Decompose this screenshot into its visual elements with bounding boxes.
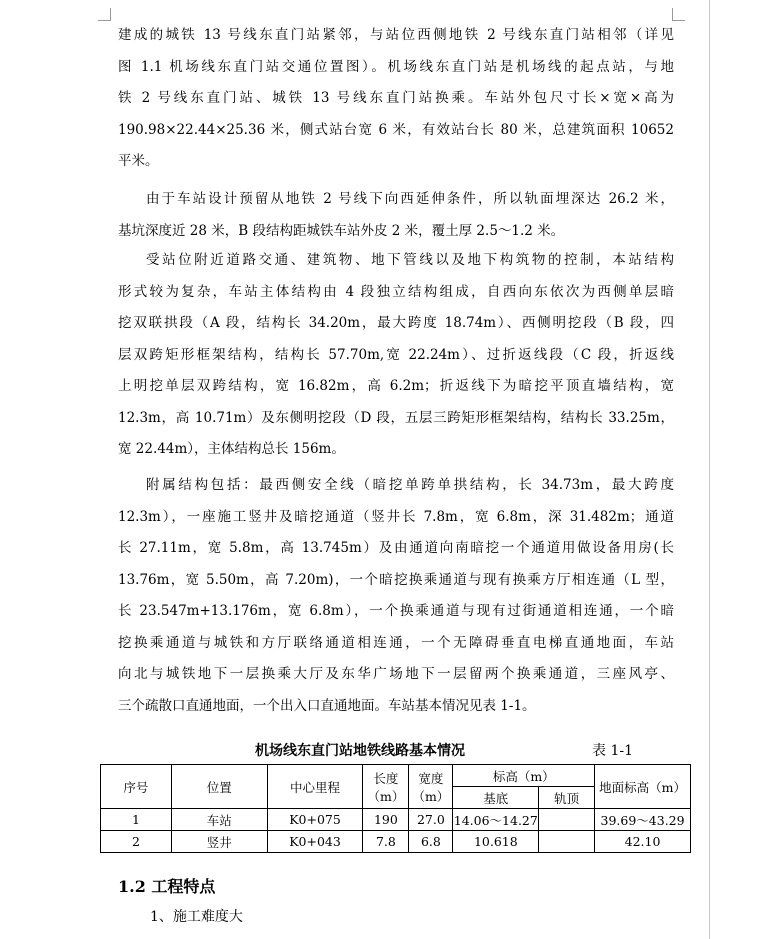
text-line: 长 27.11m，宽 5.8m，高 13.745m）及由通道向南暗挖一个通道用做设备用房(长 [118, 540, 674, 556]
text-line: 12.3m，高 10.71m）及东侧明挖段（D 段，五层三跨矩形框架结构，结构长 33.25m， [118, 409, 674, 426]
table-number: 表 1-1 [592, 743, 633, 759]
text-line: 附属结构包括：最西侧安全线（暗挖单跨单拱结构，长 34.73m，最大跨度 [146, 477, 674, 493]
text-line: 基坑深度近 28 米，B 段结构距城铁车站外皮 2 米，覆土厚 2.5～1.2 米。 [118, 222, 565, 239]
cell-rail-top [539, 809, 595, 831]
cell-ground: 42.10 [595, 831, 691, 853]
text-line: 建成的城铁 13 号线东直门站紧邻，与站位西侧地铁 2 号线东直门站相邻（详见 [118, 27, 674, 43]
text-line: 190.98×22.44×25.36 米，侧式站台宽 6 米，有效站台长 80 米，总建筑面积 10652 [118, 121, 674, 138]
text-line: 向北与城铁地下一层换乘大厅及东华广场地下一层留两个换乘通道，三座风亭、 [118, 666, 674, 682]
text-line: 三个疏散口直通地面，一个出入口直通地面。车站基本情况见表 1-1。 [118, 697, 536, 714]
text-line: 图 1.1 机场线东直门站交通位置图）。机场线东直门站是机场线的起点站，与地 [118, 58, 674, 75]
window-right-margin [709, 0, 780, 939]
header-length: 长度（m） [363, 765, 409, 809]
cell-ground: 39.69～43.29 [595, 809, 691, 831]
section-item: 1、施工难度大 [150, 909, 243, 925]
paragraph-structure [118, 245, 674, 466]
paragraph-auxiliary [118, 470, 674, 722]
text-line: 挖双联拱段（A 段，结构长 34.20m，最大跨度 18.74m）、西侧明挖段（B 段，四 [118, 315, 674, 331]
text-line: 上明挖单层双跨结构，宽 16.82m，高 6.2m；折返线下为暗挖平顶直墙结构，宽 [118, 378, 674, 394]
paragraph-station-overview [118, 20, 674, 178]
cell-location: 车站 [171, 809, 267, 831]
cell-no: 2 [101, 831, 172, 853]
header-base: 基底 [453, 787, 539, 809]
text-line: 铁 2 号线东直门站、城铁 13 号线东直门站换乘。车站外包尺寸长×宽×高为 [118, 90, 674, 106]
text-line: 长 23.547m+13.176m，宽 6.8m），一个换乘通道与现有过街通道相连通，一个暗 [118, 603, 674, 619]
header-location: 位置 [171, 765, 267, 809]
table-header-row [101, 765, 691, 787]
text-line: 宽 22.44m），主体结构总长 156m。 [118, 441, 345, 457]
header-mileage: 中心里程 [267, 765, 363, 809]
text-line: 平米。 [118, 153, 159, 169]
table-row [101, 809, 691, 831]
margin-corner-mark-left [98, 8, 111, 21]
cell-base: 14.06～14.27 [453, 809, 539, 831]
text-line: 12.3m），一座施工竖井及暗挖通道（竖井长 7.8m，宽 6.8m，深 31.482m；通道 [118, 508, 674, 525]
cell-base: 10.618 [453, 831, 539, 853]
header-elevation: 标高（m） [453, 765, 595, 787]
text-line: 形式较为复杂，车站主体结构由 4 段独立结构组成，自西向东依次为西侧单层暗 [118, 283, 674, 300]
table-row [101, 831, 691, 853]
cell-length: 7.8 [363, 831, 409, 853]
section-heading: 1.2 工程特点 [118, 877, 216, 896]
cell-location: 竖井 [171, 831, 267, 853]
cell-no: 1 [101, 809, 172, 831]
station-info-table [100, 764, 691, 853]
table-title: 机场线东直门站地铁线路基本情况 [255, 743, 465, 759]
cell-width: 27.0 [409, 809, 453, 831]
cell-mileage: K0+043 [267, 831, 363, 853]
text-line: 由于车站设计预留从地铁 2 号线下向西延伸条件，所以轨面埋深达 26.2 米， [146, 191, 674, 207]
cell-mileage: K0+075 [267, 809, 363, 831]
text-line: 挖换乘通道与城铁和方厅联络通道相连通，一个无障碍垂直电梯直通地面，车站 [118, 634, 674, 651]
paragraph-depth [118, 184, 674, 247]
text-line: 13.76m，宽 5.50m，高 7.20m)，一个暗挖换乘通道与现有换乘方厅相连通（L 型， [118, 571, 674, 588]
text-line: 受站位附近道路交通、建筑物、地下管线以及地下构筑物的控制，本站结构 [146, 252, 674, 268]
header-ground: 地面标高（m） [595, 765, 691, 809]
header-rail-top: 轨顶 [539, 787, 595, 809]
header-no: 序号 [101, 765, 172, 809]
cell-length: 190 [363, 809, 409, 831]
text-line: 层双跨矩形框架结构，结构长 57.70m,宽 22.24m）、过折返线段（C 段，折返线 [118, 346, 674, 363]
header-width: 宽度（m） [409, 765, 453, 809]
cell-width: 6.8 [409, 831, 453, 853]
cell-rail-top [539, 831, 595, 853]
